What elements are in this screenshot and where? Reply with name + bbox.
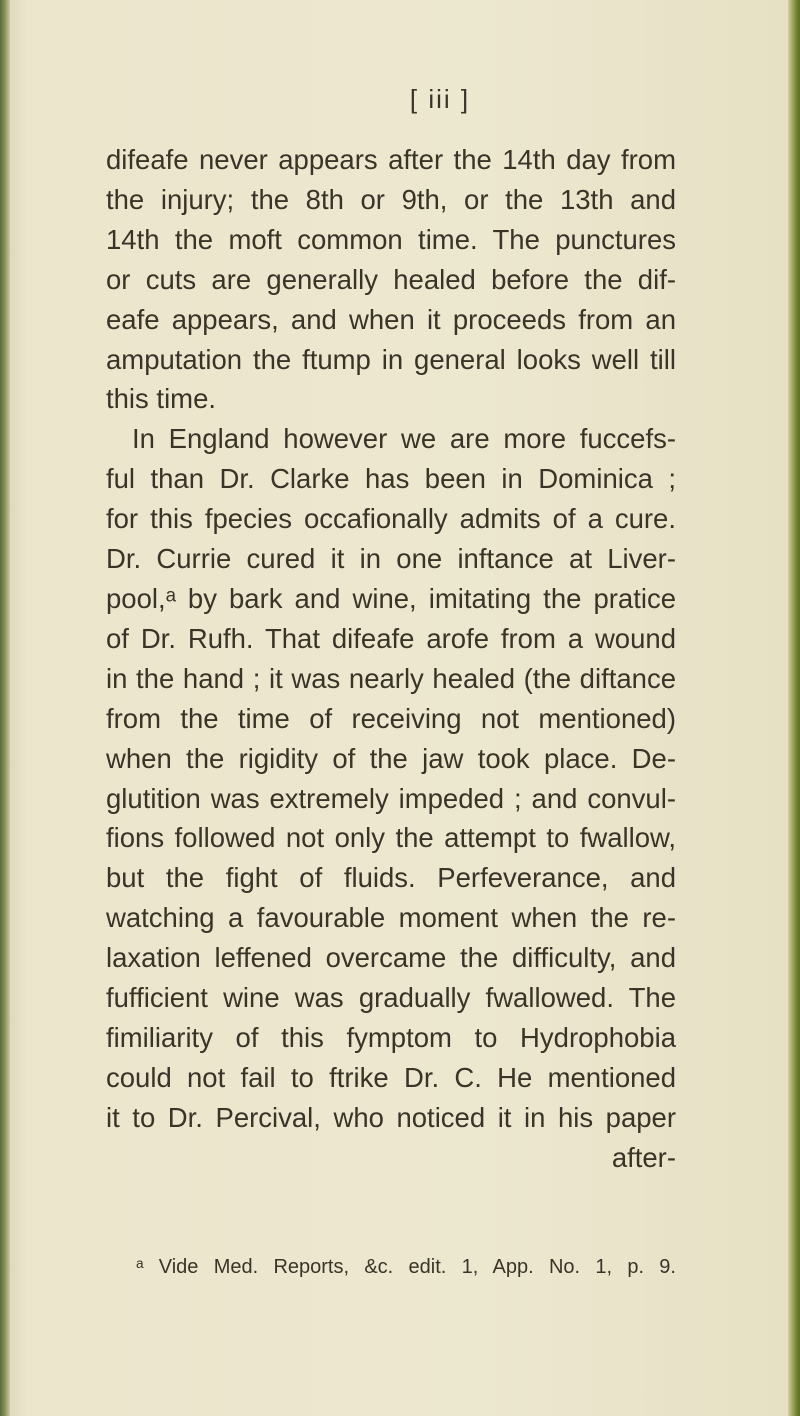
page-header <box>0 84 800 115</box>
text-line: the injury; the 8th or 9th, or the 13th and <box>106 183 676 215</box>
text-line: it to Dr. Percival, who noticed it in his paper <box>106 1101 676 1133</box>
text-line: of Dr. Rufh. That difeafe arofe from a wound <box>106 622 676 654</box>
text-line: fufficient wine was gradually fwallowed. The <box>106 982 676 1014</box>
text-line: 14th the moft common time. The punctures <box>106 223 676 255</box>
text-line: fimiliarity of this fymptom to Hydrophobia <box>106 1021 676 1053</box>
page-left-edge <box>0 0 10 1416</box>
text-line: eafe appears, and when it proceeds from an <box>106 303 676 335</box>
footnote: ᵃ Vide Med. Reports, &c. edit. 1, App. No. 1, p. 9. <box>136 1256 676 1278</box>
body-text <box>106 140 676 1178</box>
text-line: laxation leffened overcame the difficulty, and <box>106 942 676 974</box>
text-line: glutition was extremely impeded ; and convul- <box>106 782 676 814</box>
text-line: amputation the ftump in general looks well till <box>106 343 676 375</box>
text-line: but the fight of fluids. Perfeverance, and <box>106 862 676 894</box>
text-line: pool,ᵃ by bark and wine, imitating the pratice <box>106 582 676 614</box>
catchword: after- <box>611 1141 676 1173</box>
text-line: could not fail to ftrike Dr. C. He mentioned <box>106 1061 676 1093</box>
text-line: from the time of receiving not mentioned) <box>106 702 676 734</box>
page-number: [ iii ] <box>409 84 471 114</box>
text-line: when the rigidity of the jaw took place. De- <box>106 742 676 774</box>
text-line: this time. <box>106 383 217 415</box>
text-line: fions followed not only the attempt to fwallow, <box>106 822 676 854</box>
text-line: ful than Dr. Clarke has been in Dominica ; <box>106 463 676 495</box>
text-line: In England however we are more fuccefs- <box>132 423 676 455</box>
text-line: watching a favourable moment when the re- <box>106 902 676 934</box>
text-line: for this fpecies occafionally admits of a cure. <box>106 503 676 535</box>
text-line: or cuts are generally healed before the dif- <box>106 263 676 295</box>
text-line: in the hand ; it was nearly healed (the diftance <box>106 662 676 694</box>
page-right-edge <box>788 0 800 1416</box>
text-line: Dr. Currie cured it in one inftance at Liver- <box>106 543 676 575</box>
text-line: difeafe never appears after the 14th day from <box>106 144 676 175</box>
